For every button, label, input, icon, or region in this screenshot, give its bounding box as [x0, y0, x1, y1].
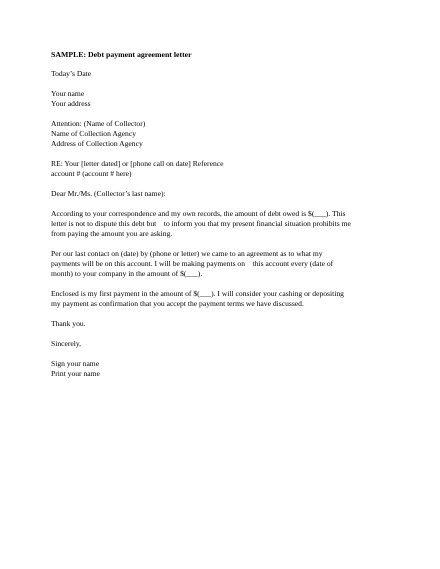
paragraph-line: my payment as confirmation that you accept the payment terms we have discussed.	[51, 299, 304, 308]
salutation: Dear Mr./Ms. (Collector’s last name):	[51, 189, 166, 198]
reference-line-2: account # (account # here)	[51, 169, 132, 178]
body-paragraph-1	[51, 209, 381, 239]
date-line	[51, 69, 381, 79]
sender-address: Your address	[51, 99, 91, 108]
paragraph-line: Enclosed is my first payment in the amount of $(___). I will consider your cashing or depositing	[51, 289, 344, 298]
closing-text: Sincerely,	[51, 339, 82, 348]
recipient-agency: Name of Collection Agency	[51, 129, 136, 138]
signature-block	[51, 359, 381, 379]
sender-block	[51, 89, 381, 109]
date-text: Today’s Date	[51, 69, 92, 78]
letter-document	[51, 50, 381, 389]
recipient-block	[51, 119, 381, 149]
salutation-block	[51, 189, 381, 199]
thanks-text: Thank you.	[51, 319, 86, 328]
reference-block	[51, 159, 381, 179]
paragraph-line: payments will be on this account. I will be making payments on this account every (date of	[51, 259, 334, 268]
body-paragraph-2	[51, 249, 381, 279]
paragraph-line: According to your correspondence and my own records, the amount of debt owed is $(___). This	[51, 209, 346, 218]
signature-print: Print your name	[51, 369, 100, 378]
signature-sign: Sign your name	[51, 359, 100, 368]
recipient-address: Address of Collection Agency	[51, 139, 143, 148]
reference-line-1: RE: Your [letter dated] or [phone call on date] Reference	[51, 159, 224, 168]
recipient-attention: Attention: (Name of Collector)	[51, 119, 146, 128]
paragraph-line: month) to your company in the amount of $(___).	[51, 269, 203, 278]
paragraph-line: from paying the amount you are asking.	[51, 229, 173, 238]
closing-block	[51, 339, 381, 349]
thanks-block	[51, 319, 381, 329]
paragraph-line: Per our last contact on (date) by (phone or letter) we came to an agreement as to what my	[51, 249, 323, 258]
letter-title: SAMPLE: Debt payment agreement letter	[51, 50, 192, 59]
sender-name: Your name	[51, 89, 85, 98]
paragraph-line: letter is not to dispute this debt but to inform you that my present financial situation prohibits me	[51, 219, 351, 228]
body-paragraph-3	[51, 289, 381, 309]
